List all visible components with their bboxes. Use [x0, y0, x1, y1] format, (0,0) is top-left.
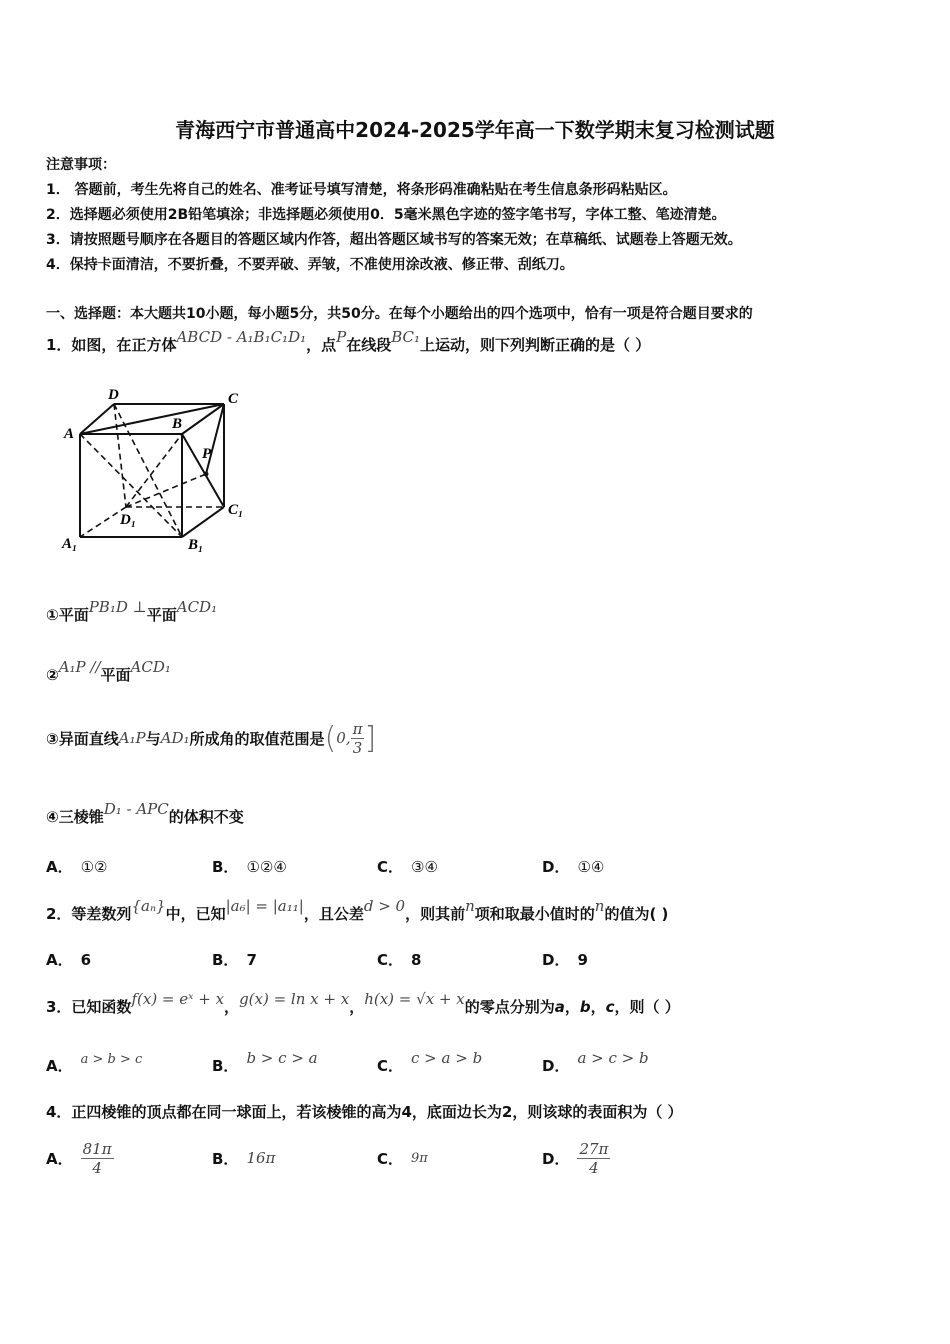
q2-common-difference: d > 0: [363, 897, 406, 915]
option-label: B．: [212, 1149, 239, 1168]
label-d1: D₁: [120, 512, 137, 528]
q2-text: 2．等差数列: [46, 905, 132, 923]
statement-text: ②: [46, 666, 59, 684]
q1-text: 在线段: [346, 336, 392, 354]
option-label: C．: [377, 1149, 404, 1168]
q1-option-a[interactable]: [46, 856, 108, 877]
q1-point-p: P: [336, 328, 347, 346]
right-bracket: ]: [364, 720, 377, 756]
option-label: B．: [212, 951, 239, 969]
q2-text: 的值为( ): [604, 905, 669, 923]
statement-4: [46, 800, 244, 827]
q3-text: ，: [224, 998, 240, 1016]
statement-math: ACD₁: [176, 598, 218, 616]
option-label: A．: [46, 951, 73, 969]
option-text: 6: [80, 951, 92, 969]
option-text: ①②: [80, 858, 108, 876]
q1-option-d[interactable]: [542, 856, 604, 877]
option-label: A．: [46, 1057, 73, 1075]
label-b1: B₁: [188, 537, 204, 552]
statement-1: [46, 598, 218, 625]
statement-math: AD₁: [160, 729, 190, 747]
q1-cube-name: ABCD - A₁B₁C₁D₁: [176, 328, 307, 346]
q3-option-a[interactable]: [46, 1052, 143, 1076]
option-text: ①④: [577, 858, 605, 876]
q3-function-f: f(x) = eˣ + x: [131, 990, 225, 1008]
q3-text: 3．已知函数: [46, 998, 132, 1016]
cube-figure: [44, 382, 264, 552]
option-label: C．: [377, 858, 404, 876]
section-heading: 一、选择题：本大题共10小题，每小题5分，共50分。在每个小题给出的四个选项中，恰有一项是符合题目要求的: [46, 306, 753, 322]
q4-option-b[interactable]: [212, 1134, 275, 1182]
q1-option-b[interactable]: [212, 856, 287, 877]
fraction-denominator: 4: [92, 1158, 102, 1177]
option-text: 9π: [411, 1150, 428, 1166]
statement-text: 的体积不变: [168, 808, 244, 826]
option-text: c > a > b: [411, 1049, 483, 1067]
question-1-stem: [46, 328, 651, 355]
notice-heading: 注意事项：: [46, 157, 116, 173]
q3-text: ，: [564, 998, 580, 1016]
option-label: D．: [542, 858, 570, 876]
q2-n: n: [594, 897, 605, 915]
page-title: 青海西宁市普通高中2024-2025学年高一下数学期末复习检测试题: [175, 118, 775, 142]
q2-text: ，则其前: [405, 905, 466, 923]
q3-option-d[interactable]: [542, 1049, 649, 1076]
q2-text: 中，已知: [165, 905, 226, 923]
q3-text: ，则（ ）: [614, 998, 680, 1016]
q2-option-d[interactable]: [542, 949, 588, 970]
option-label: D．: [542, 951, 570, 969]
statement-text: 与: [145, 729, 161, 748]
left-paren: (: [324, 720, 337, 756]
q4-option-c[interactable]: [377, 1134, 428, 1182]
statement-3: [46, 716, 376, 760]
option-text: b > c > a: [246, 1049, 318, 1067]
question-2-stem: [46, 897, 669, 924]
label-a1: A₁: [62, 536, 78, 552]
label-b: B: [172, 416, 183, 432]
notice-item: 3．请按照题号顺序在各题目的答题区域内作答，超出答题区域书写的答案无效；在草稿纸、试题卷上答题无效。: [46, 232, 742, 248]
option-text: ①②④: [246, 858, 287, 876]
option-label: B．: [212, 858, 239, 876]
q1-segment: BC₁: [391, 328, 421, 346]
label-p: P: [202, 446, 212, 462]
option-text: 8: [411, 951, 422, 969]
statement-2: [46, 658, 171, 685]
statement-text: ④三棱锥: [46, 808, 104, 826]
fraction-numerator: π: [352, 719, 363, 738]
option-fraction: [577, 1140, 610, 1177]
q4-option-a[interactable]: [46, 1134, 114, 1182]
fraction-numerator: 81π: [82, 1139, 112, 1158]
option-label: D．: [542, 1057, 570, 1075]
statement-math: ACD₁: [130, 658, 171, 676]
q3-var-a: a: [554, 998, 565, 1016]
q2-text: 项和取最小值时的: [474, 905, 595, 923]
q2-n: n: [465, 897, 475, 915]
statement-text: ①平面: [46, 606, 89, 624]
q4-option-d[interactable]: [542, 1134, 610, 1182]
option-label: A．: [46, 858, 73, 876]
question-3-stem: [46, 990, 680, 1017]
fraction-numerator: 27π: [579, 1139, 609, 1158]
statement-math: A₁P: [118, 729, 146, 747]
option-text: 7: [246, 951, 257, 969]
notice-item: 1． 答题前，考生先将自己的姓名、准考证号填写清楚，将条形码准确粘贴在考生信息条形码粘贴区。: [46, 182, 677, 198]
q1-option-c[interactable]: [377, 856, 438, 877]
q1-text: 1．如图，在正方体: [46, 336, 177, 354]
option-label: A．: [46, 1149, 73, 1168]
fraction-denominator: 4: [589, 1158, 599, 1177]
q2-option-c[interactable]: [377, 949, 421, 970]
q3-var-b: b: [579, 998, 591, 1016]
q2-text: ，且公差: [303, 905, 364, 923]
q2-option-a[interactable]: [46, 949, 91, 970]
option-text: ③④: [411, 858, 438, 876]
option-label: C．: [377, 1057, 404, 1075]
option-label: C．: [377, 951, 404, 969]
statement-text: 平面: [100, 666, 131, 684]
statement-math: D₁ - APC: [103, 800, 169, 818]
option-label: B．: [212, 1057, 239, 1075]
label-c1: C₁: [228, 502, 244, 518]
q2-condition: |a₆| = |a₁₁|: [225, 897, 304, 915]
option-text: 9: [577, 951, 588, 969]
label-a: A: [64, 426, 75, 442]
statement-math: A₁P //: [58, 658, 101, 676]
option-text: a > b > c: [80, 1052, 143, 1067]
notice-item: 4．保持卡面清洁，不要折叠，不要弄破、弄皱，不准使用涂改液、修正带、刮纸刀。: [46, 257, 574, 273]
q3-text: 的零点分别为: [464, 998, 555, 1016]
label-d: D: [108, 387, 119, 403]
q2-sequence: {aₙ}: [131, 897, 166, 915]
q3-text: ，: [349, 998, 365, 1016]
q3-text: ，: [590, 998, 606, 1016]
q2-option-b[interactable]: [212, 949, 257, 970]
fraction-denominator: 3: [352, 738, 363, 757]
statement-text: 平面: [146, 606, 177, 624]
statement-text: ③异面直线: [46, 729, 119, 748]
q3-option-b[interactable]: [212, 1049, 318, 1076]
q3-option-c[interactable]: [377, 1049, 483, 1076]
option-fraction: [81, 1140, 114, 1177]
q3-function-h: h(x) = √x + x: [364, 990, 465, 1008]
range-lower: 0,: [336, 729, 351, 747]
option-text: 16π: [246, 1149, 276, 1167]
q3-var-c: c: [605, 998, 615, 1016]
range-upper-fraction: [351, 720, 365, 757]
label-c: C: [228, 391, 239, 407]
statement-text: 所成角的取值范围是: [189, 729, 325, 748]
q1-text: ，点: [306, 336, 337, 354]
question-4-stem: 4．正四棱锥的顶点都在同一球面上，若该棱锥的高为4，底面边长为2，则该球的表面积为（ ）: [46, 1103, 683, 1121]
option-label: D．: [542, 1149, 570, 1168]
q3-function-g: g(x) = ln x + x: [239, 990, 350, 1008]
statement-math: PB₁D ⊥: [88, 598, 147, 616]
q1-text: 上运动，则下列判断正确的是（ ）: [420, 336, 651, 354]
option-text: a > c > b: [577, 1049, 649, 1067]
notice-item: 2．选择题必须使用2B铅笔填涂；非选择题必须使用0．5毫米黑色字迹的签字笔书写，字体工整、笔迹清楚。: [46, 207, 726, 223]
